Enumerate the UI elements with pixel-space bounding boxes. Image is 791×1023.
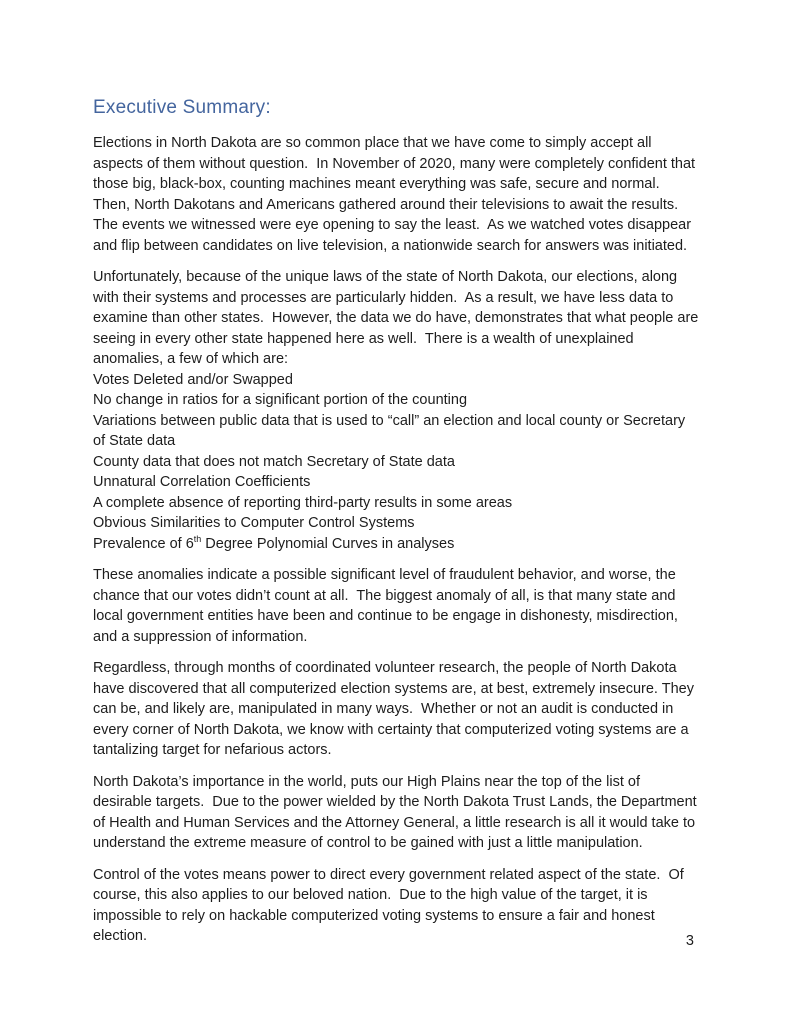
paragraph-volunteer-research: Regardless, through months of coordinated volunteer research, the people of North Dakota have discovered that all computerized election systems are, at best, extremely insecure. They can be, and likely are, manipulated in many ways. Whether or not an audit is conducted in every corner of North Dakota, we know with certainty that computerized voting systems are a tantalizing target for nefarious actors.: [93, 660, 698, 758]
anomaly-list: [93, 370, 699, 555]
list-item: [93, 534, 699, 555]
list-item: No change in ratios for a significant portion of the counting: [93, 392, 468, 408]
list-item: Variations between public data that is used to “call” an election and local county or Secretary of State data: [93, 412, 690, 449]
paragraph-control-of-votes: Control of the votes means power to direct every government related aspect of the state. Of course, this also applies to our beloved nation. Due to the high value of the target, it is impossible to rely on hackable computerized voting systems to ensure a fair and honest election.: [93, 866, 688, 944]
paragraph-elections-intro: Elections in North Dakota are so common place that we have come to simply accept all aspects of them without question. In November of 2020, many were completely confident that those big, black-box, counting machines meant everything was safe, secure and normal. Then, North Dakotans and Americans gathered around their televisions to await the results. The events we witnessed were eye opening to say the least. As we watched votes disappear and flip between candidates on live television, a nationwide search for answers was initiated.: [93, 135, 700, 254]
list-item: Unnatural Correlation Coefficients: [93, 474, 311, 490]
list-item-text-suffix: Degree Polynomial Curves in analyses: [201, 535, 455, 552]
list-item: Obvious Similarities to Computer Control Systems: [93, 515, 415, 531]
list-item: County data that does not match Secretary of State data: [93, 453, 455, 470]
list-item-text-prefix: Prevalence of 6: [93, 535, 194, 552]
paragraph-unique-laws: Unfortunately, because of the unique laws of the state of North Dakota, our elections, along with their systems and processes are particularly hidden. As a result, we have less data to examine than other states. However, the data we do have, demonstrates that what people are seeing in every other state happened here as well. There is a wealth of unexplained anomalies, a few of which are:: [93, 269, 703, 367]
document-body: [93, 96, 703, 958]
page-number: 3: [685, 933, 694, 949]
list-item: A complete absence of reporting third-party results in some areas: [93, 494, 513, 511]
paragraph-high-plains: North Dakota’s importance in the world, puts our High Plains near the top of the list of desirable targets. Due to the power wielded by the North Dakota Trust Lands, the Department of Health and Human Services and the Attorney General, a little research is all it would take to understand the extreme measure of control to be gained with just a little manipulation.: [93, 773, 701, 851]
section-heading: Executive Summary:: [93, 97, 271, 118]
ordinal-superscript: th: [193, 533, 202, 544]
paragraph-anomalies-indicate: These anomalies indicate a possible significant level of fraudulent behavior, and worse, the chance that our votes didn’t count at all. The biggest anomaly of all, is that many state and local government entities have been and continue to be engage in dishonesty, misdirection, and a suppression of information.: [93, 567, 682, 645]
list-item: Votes Deleted and/or Swapped: [93, 371, 293, 388]
